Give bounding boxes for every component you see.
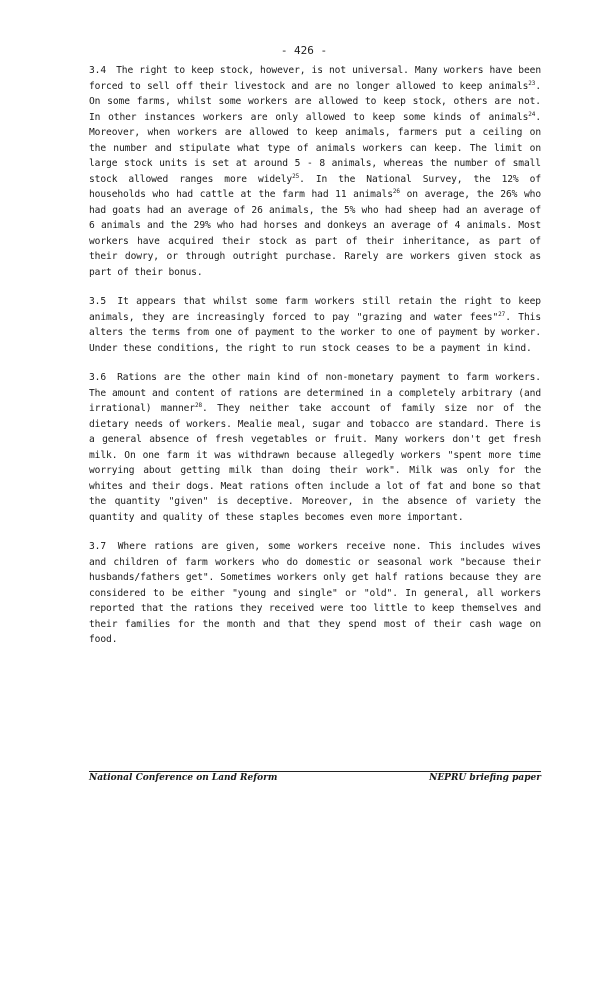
footer-divider bbox=[89, 771, 541, 772]
paragraph bbox=[89, 294, 541, 356]
paragraph-text: . This alters the terms from one of payment to the worker to one of payment by worker. Under these conditions, the right to run stock ceases to be a payment in kind. bbox=[89, 311, 541, 354]
paragraph bbox=[89, 539, 541, 648]
footnote-ref: 24 bbox=[528, 110, 536, 118]
page-number: - 426 - bbox=[280, 44, 328, 57]
footnote-ref: 23 bbox=[528, 79, 536, 87]
paragraph bbox=[89, 370, 541, 525]
paragraph-text: It appears that whilst some farm workers still retain the right to keep animals, they are increasingly forced to pay "grazing and water fees" bbox=[89, 296, 541, 323]
paragraph-text: . Moreover, when workers are allowed to keep animals, farmers put a ceiling on the number and stipulate what type of animals workers can keep. The limit on large stock units is set at around 5 - 8 animals, whereas the number of small stock allowed ranges more widely bbox=[89, 111, 541, 185]
footnote-ref: 26 bbox=[392, 187, 400, 195]
paragraph-text: . On some farms, whilst some workers are allowed to keep stock, others are not. In other instances workers are only allowed to keep some kinds of animals bbox=[89, 80, 541, 123]
paragraph-number: 3.7 bbox=[89, 541, 107, 552]
footer-conference-title: National Conference on Land Reform bbox=[89, 773, 278, 783]
paragraph-text: . They neither take account of family size nor of the dietary needs of workers. Mealie meal, sugar and tobacco are standard. There is a general absence of fresh vegetables or fruit. Many workers don't get fresh milk. On one farm it was withdrawn because allegedly workers "spent more time worrying about getting milk than doing their work". Milk was only for the whites and their dogs. Meat rations often include a lot of fat and bone so that the quantity "given" is deceptive. Moreover, in the absence of variety the quantity and quality of these staples becomes even more important. bbox=[89, 403, 541, 523]
paragraph-text: . In the National Survey, the 12% of households who had cattle at the farm had 11 animals bbox=[89, 173, 541, 200]
paragraph-text: Where rations are given, some workers receive none. This includes wives and children of farm workers who do domestic or seasonal work "because their husbands/fathers get". Sometimes workers only get half rations because they are considered to be either "young and single" or "old". In general, all workers reported that the rations they received were too little to keep themselves and their families for the month and that they spend most of their cash wage on food. bbox=[89, 541, 541, 645]
footer-briefing-label: NEPRU briefing paper bbox=[429, 773, 541, 783]
page-footer bbox=[89, 773, 541, 783]
footnote-ref: 28 bbox=[194, 401, 203, 409]
paragraph-number: 3.4 bbox=[89, 65, 107, 76]
footnote-ref: 25 bbox=[292, 172, 300, 180]
paragraph-number: 3.5 bbox=[89, 296, 107, 307]
paragraph bbox=[89, 63, 541, 280]
paragraph-text: Rations are the other main kind of non-monetary payment to farm workers. The amount and content of rations are determined in a completely arbitrary (and irrational) manner bbox=[89, 372, 541, 414]
footnote-ref: 27 bbox=[498, 310, 506, 318]
paragraph-text: The right to keep stock, however, is not universal. Many workers have been forced to sell off their livestock and are no longer allowed to keep animals bbox=[89, 65, 541, 92]
paragraph-text: on average, the 26% who had goats had an average of 26 animals, the 5% who had sheep had an average of 6 animals and the 29% who had horses and donkeys an average of 4 animals. Most workers have acquired their stock as part of their inheritance, as part of their dowry, or through outright purchase. Rarely are workers given stock as part of their bonus. bbox=[89, 189, 541, 278]
document-body bbox=[89, 63, 541, 662]
paragraph-number: 3.6 bbox=[89, 372, 107, 383]
